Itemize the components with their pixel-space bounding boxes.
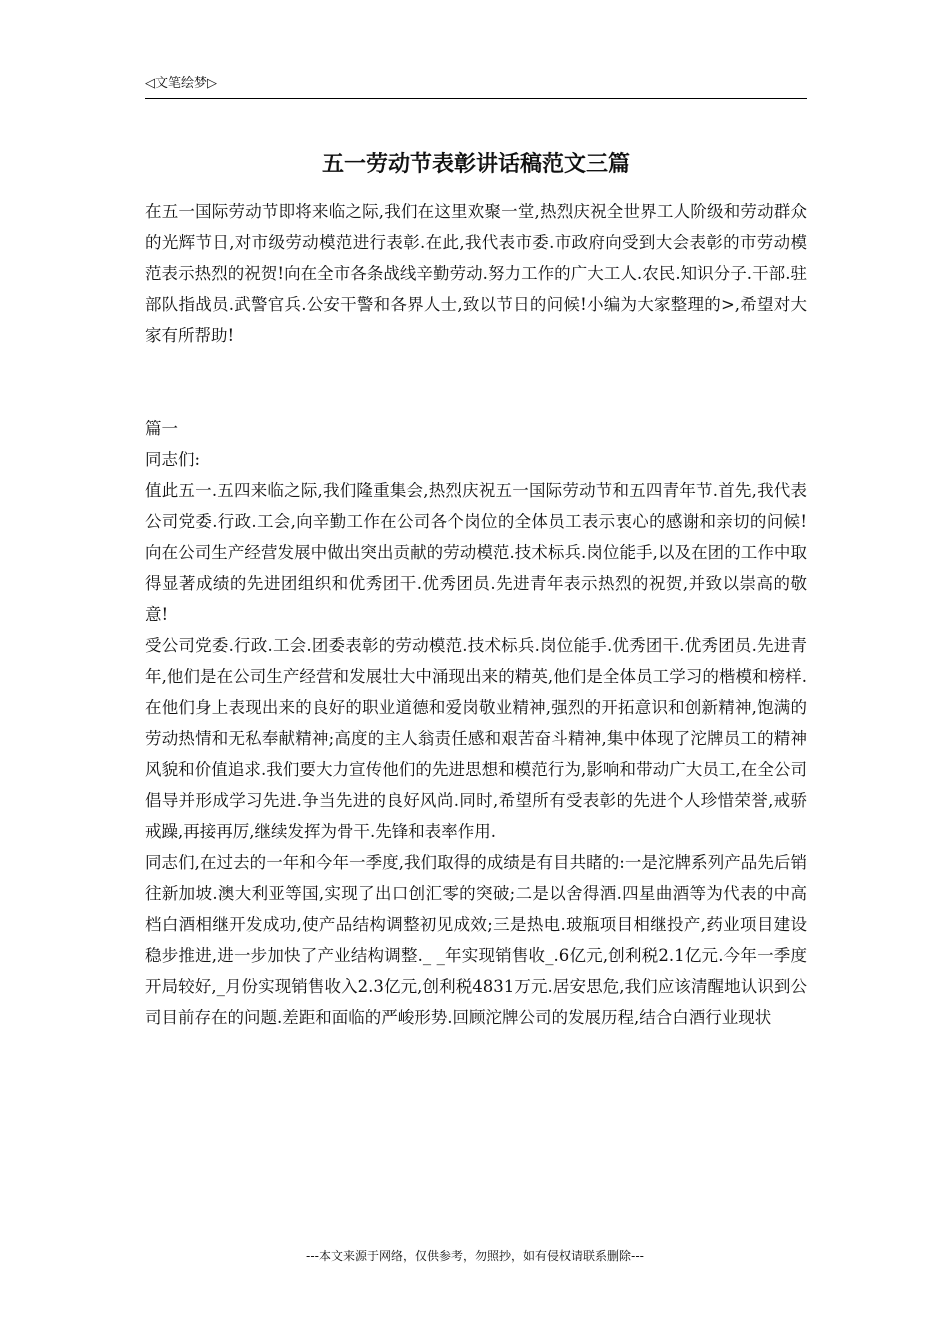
document-title: 五一劳动节表彰讲话稿范文三篇 [321,152,630,177]
section-heading: 篇一 [145,419,178,438]
page-footer: ---本文来源于网络，仅供参考，勿照抄，如有侵权请联系删除--- [306,1249,644,1263]
header-brand: ◁文笔绘梦▷ [145,76,217,91]
body-paragraph: 受公司党委.行政.工会.团委表彰的劳动模范.技术标兵.岗位能手.优秀团干.优秀团员.先进青年,他们是在公司生产经营和发展壮大中涌现出来的精英,他们是全体员工学习的楷模和榜样.在他们身上表现出来的良好的职业道德和爱岗敬业精神,强烈的开拓意识和创新精神,饱满的劳动热情和无私奉献精神;高度的主人翁责任感和艰苦奋斗精神,集中体现了沱牌员工的精神风貌和价值追求.我们要大力宣传他们的先进思想和模范行为,影响和带动广大员工,在全公司倡导并形成学习先进.争当先进的良好风尚.同时,希望所有受表彰的先进个人珍惜荣誉,戒骄戒躁,再接再厉,继续发挥为骨干.先锋和表率作用. [145,636,807,841]
document-body [145,196,807,1033]
page-header [145,72,807,99]
intro-paragraph: 在五一国际劳动节即将来临之际,我们在这里欢聚一堂,热烈庆祝全世界工人阶级和劳动群众的光辉节日,对市级劳动模范进行表彰.在此,我代表市委.市政府向受到大会表彰的市劳动模范表示热烈的祝贺!向在全市各条战线辛勤劳动.努力工作的广大工人.农民.知识分子.干部.驻部队指战员.武警官兵.公安干警和各界人士,致以节日的问候!小编为大家整理的>,希望对大家有所帮助! [145,202,807,345]
section-spacer [145,351,807,413]
salutation: 同志们: [145,450,201,469]
body-paragraph: 同志们,在过去的一年和今年一季度,我们取得的成绩是有目共睹的:一是沱牌系列产品先后销往新加坡.澳大利亚等国,实现了出口创汇零的突破;二是以舍得酒.四星曲酒等为代表的中高档白酒相继开发成功,使产品结构调整初见成效;三是热电.玻瓶项目相继投产,药业项目建设稳步推进,进一步加快了产业结构调整._ _年实现销售收_.6亿元,创利税2.1亿元.今年一季度开局较好,_月份实现销售收入2.3亿元,创利税4831万元.居安思危,我们应该清醒地认识到公司目前存在的问题.差距和面临的严峻形势.回顾沱牌公司的发展历程,结合白酒行业现状 [145,853,807,1027]
body-paragraph: 值此五一.五四来临之际,我们隆重集会,热烈庆祝五一国际劳动节和五四青年节.首先,我代表公司党委.行政.工会,向辛勤工作在公司各个岗位的全体员工表示衷心的感谢和亲切的问候!向在公司生产经营发展中做出突出贡献的劳动模范.技术标兵.岗位能手,以及在团的工作中取得显著成绩的先进团组织和优秀团干.优秀团员.先进青年表示热烈的祝贺,并致以崇高的敬意! [145,481,807,624]
